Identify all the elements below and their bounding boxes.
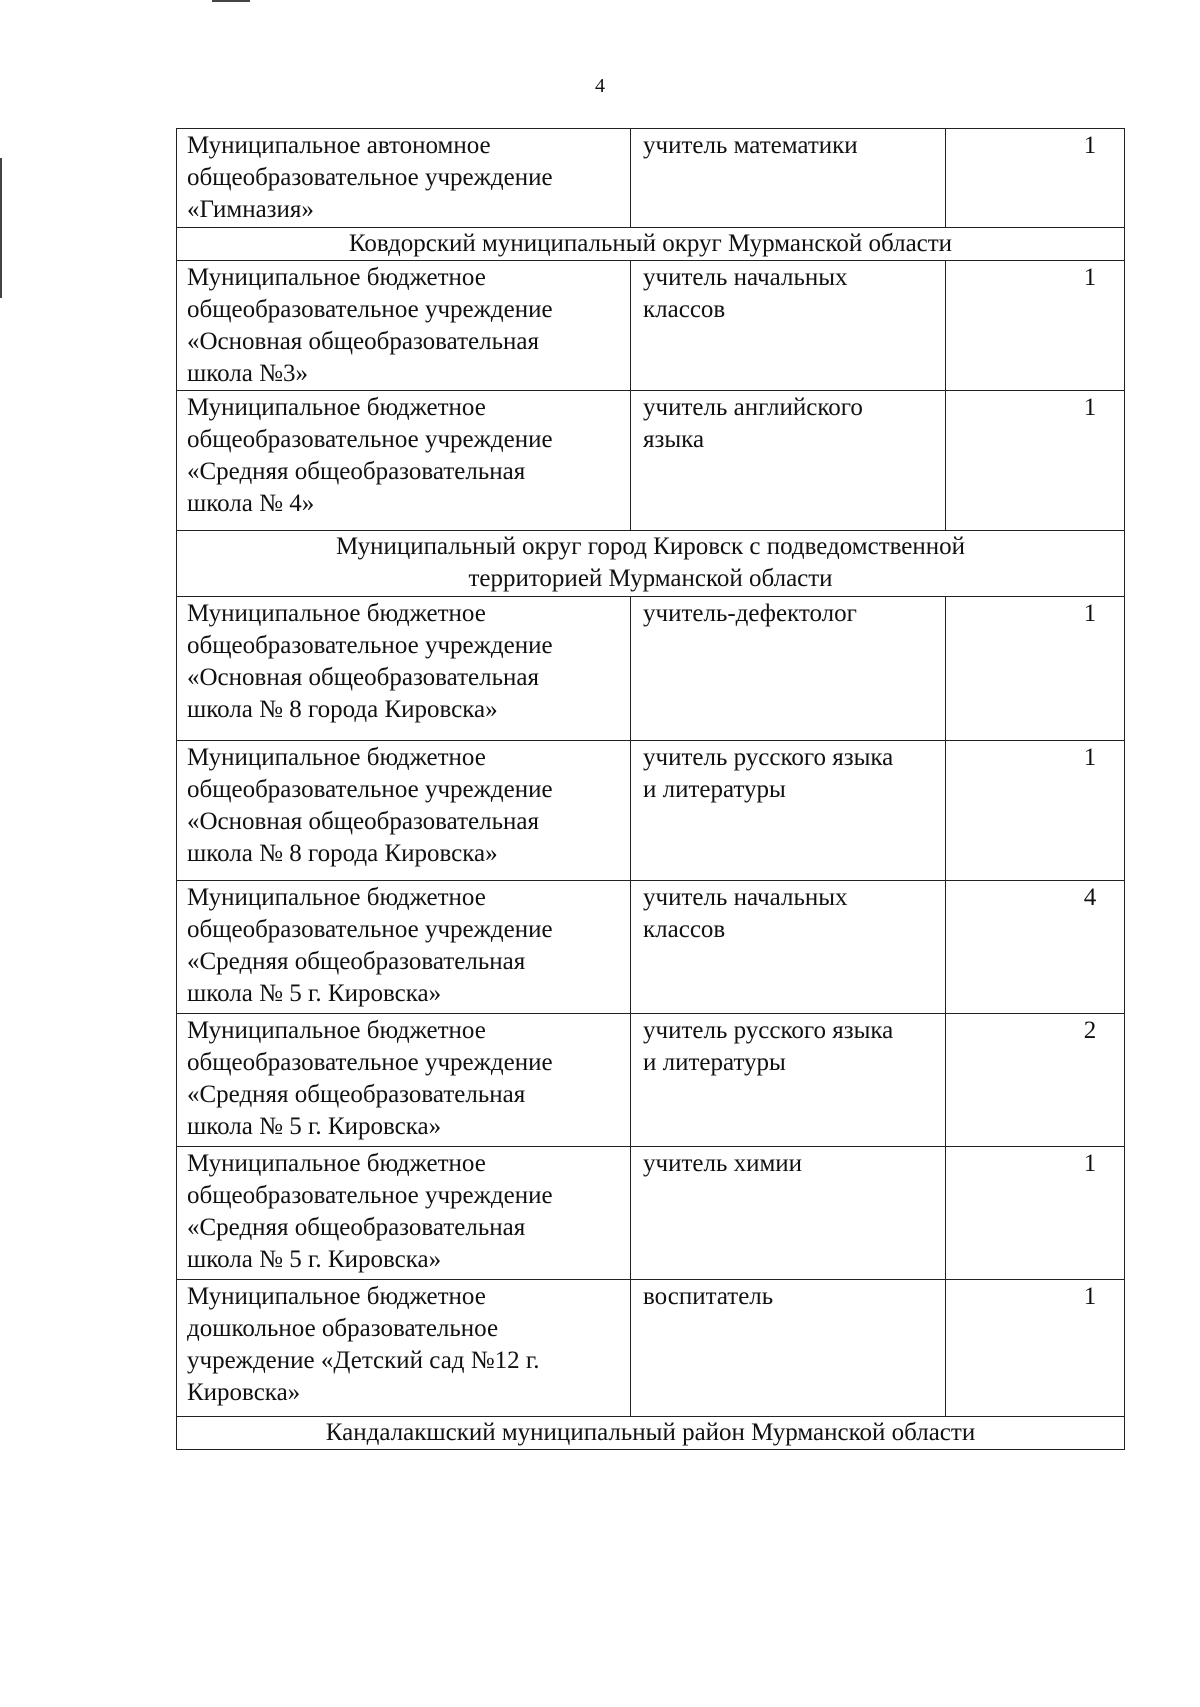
position-name: учитель русского языка и литературы xyxy=(631,1014,946,1147)
table-row xyxy=(177,741,1125,881)
org-name: Муниципальное бюджетное дошкольное образовательное учреждение «Детский сад №12 г. Кировска» xyxy=(177,1280,631,1417)
org-name: Муниципальное автономное общеобразовательное учреждение «Гимназия» xyxy=(177,129,631,228)
position-name: учитель русского языка и литературы xyxy=(631,741,946,881)
vacancy-count: 1 xyxy=(946,391,1125,531)
position-name: учитель-дефектолог xyxy=(631,597,946,741)
vacancy-count: 1 xyxy=(946,597,1125,741)
page-number: 4 xyxy=(595,75,605,97)
vacancy-count: 1 xyxy=(946,129,1125,228)
position-name: учитель химии xyxy=(631,1147,946,1280)
table-row xyxy=(177,1280,1125,1417)
vacancy-count: 1 xyxy=(946,741,1125,881)
vacancy-count: 2 xyxy=(946,1014,1125,1147)
table-row xyxy=(177,129,1125,228)
position-name: учитель математики xyxy=(631,129,946,228)
section-row xyxy=(177,1417,1125,1450)
section-title: Ковдорский муниципальный округ Мурманской области xyxy=(177,228,1125,261)
vacancy-count: 4 xyxy=(946,881,1125,1014)
vacancy-count: 1 xyxy=(946,1147,1125,1280)
position-name: воспитатель xyxy=(631,1280,946,1417)
table-row xyxy=(177,881,1125,1014)
table-row xyxy=(177,261,1125,391)
table-row xyxy=(177,391,1125,531)
org-name: Муниципальное бюджетное общеобразовательное учреждение «Основная общеобразовательная школа № 8 города Кировска» xyxy=(177,741,631,881)
org-name: Муниципальное бюджетное общеобразовательное учреждение «Средняя общеобразовательная школа № 5 г. Кировска» xyxy=(177,1147,631,1280)
position-name: учитель английского языка xyxy=(631,391,946,531)
org-name: Муниципальное бюджетное общеобразовательное учреждение «Основная общеобразовательная школа №3» xyxy=(177,261,631,391)
vacancy-count: 1 xyxy=(946,1280,1125,1417)
scan-top-mark xyxy=(212,0,250,2)
org-name: Муниципальное бюджетное общеобразовательное учреждение «Средняя общеобразовательная школа № 5 г. Кировска» xyxy=(177,881,631,1014)
section-row xyxy=(177,531,1125,597)
table-row xyxy=(177,597,1125,741)
section-title: Кандалакшский муниципальный район Мурманской области xyxy=(177,1417,1125,1450)
org-name: Муниципальное бюджетное общеобразовательное учреждение «Средняя общеобразовательная школа № 4» xyxy=(177,391,631,531)
section-title: Муниципальный округ город Кировск с подведомственной территорией Мурманской области xyxy=(177,531,1125,597)
org-name: Муниципальное бюджетное общеобразовательное учреждение «Средняя общеобразовательная школа № 5 г. Кировска» xyxy=(177,1014,631,1147)
position-name: учитель начальных классов xyxy=(631,881,946,1014)
section-row xyxy=(177,228,1125,261)
table-row xyxy=(177,1147,1125,1280)
position-name: учитель начальных классов xyxy=(631,261,946,391)
scan-edge-mark xyxy=(0,158,2,298)
vacancy-count: 1 xyxy=(946,261,1125,391)
table-row xyxy=(177,1014,1125,1147)
vacancy-table xyxy=(176,128,1125,1450)
org-name: Муниципальное бюджетное общеобразовательное учреждение «Основная общеобразовательная школа № 8 города Кировска» xyxy=(177,597,631,741)
